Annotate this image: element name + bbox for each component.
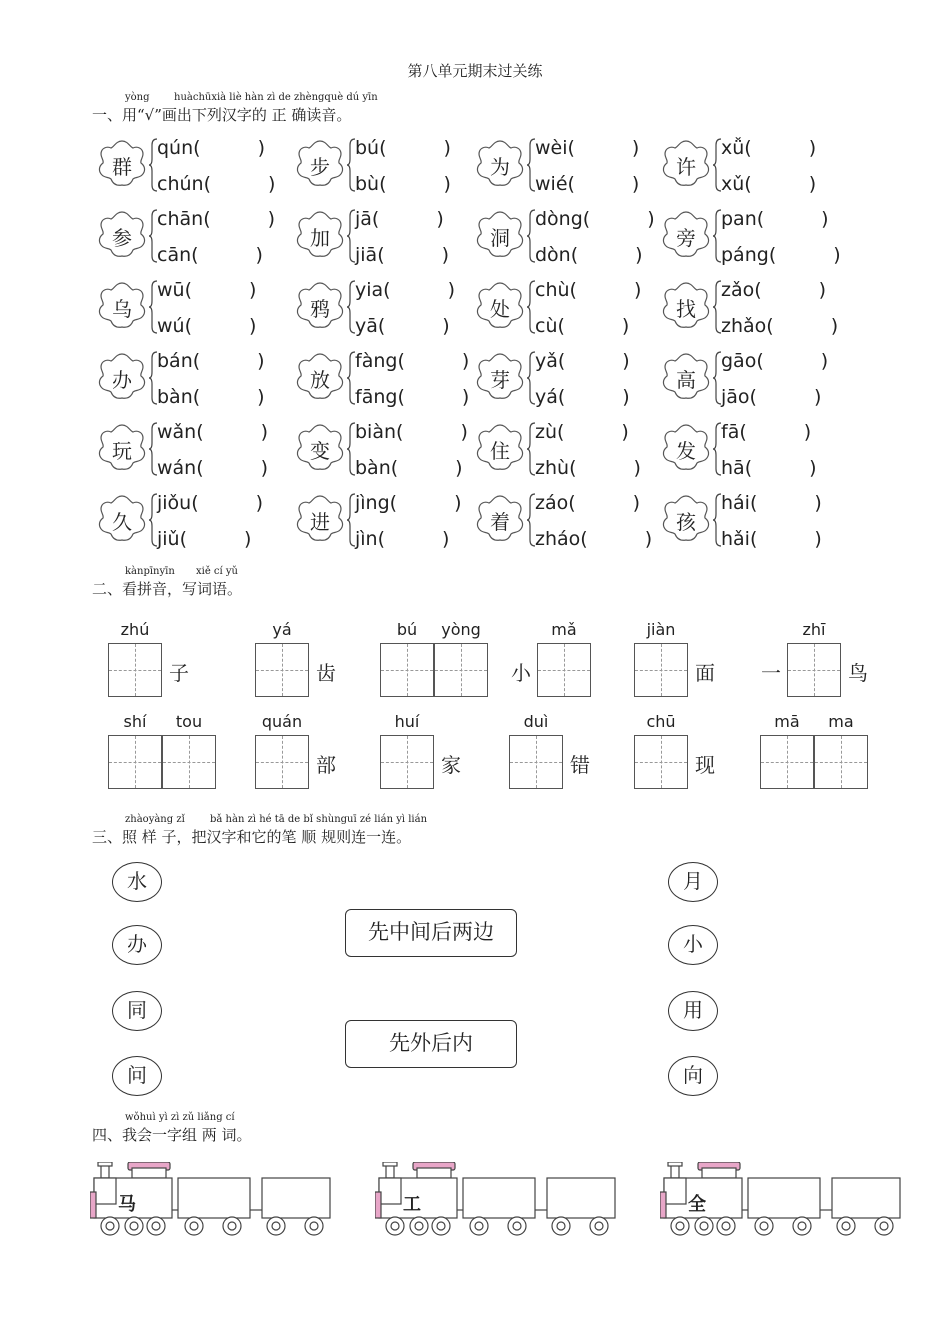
pinyin-text: bù bbox=[355, 173, 380, 195]
pinyin-option-a[interactable] bbox=[157, 350, 265, 372]
answer-parentheses[interactable]: ( ) bbox=[557, 421, 629, 443]
char-item bbox=[659, 346, 844, 408]
writing-grid[interactable] bbox=[634, 643, 688, 697]
grid-pinyin: yòng bbox=[441, 620, 481, 639]
flower-icon bbox=[95, 422, 149, 472]
pinyin-text: jā bbox=[355, 208, 372, 230]
char-item bbox=[95, 488, 280, 550]
answer-parentheses[interactable]: ( ) bbox=[192, 386, 265, 408]
pinyin-option-a[interactable] bbox=[535, 421, 629, 443]
pinyin-text: jāo bbox=[721, 386, 750, 408]
item-character: 乌 bbox=[112, 297, 132, 321]
flower-icon bbox=[659, 138, 713, 188]
pinyin-option-a[interactable] bbox=[721, 137, 816, 159]
writing-grid[interactable] bbox=[509, 735, 563, 789]
pinyin-text: jiǔ bbox=[157, 528, 180, 550]
word-suffix: 齿 bbox=[316, 661, 336, 685]
writing-grid[interactable] bbox=[255, 735, 309, 789]
grid-pinyin: mǎ bbox=[551, 620, 577, 639]
char-item bbox=[473, 417, 658, 479]
pinyin-text: yā bbox=[355, 315, 378, 337]
answer-parentheses[interactable]: ( ) bbox=[557, 386, 630, 408]
answer-parentheses[interactable]: ( ) bbox=[377, 315, 450, 337]
flower-icon bbox=[659, 351, 713, 401]
char-item bbox=[95, 204, 280, 266]
pinyin-text: wú bbox=[157, 315, 185, 337]
char-item bbox=[659, 417, 844, 479]
writing-grid[interactable] bbox=[787, 643, 841, 697]
flower-icon bbox=[659, 493, 713, 543]
answer-parentheses[interactable]: ( ) bbox=[377, 528, 450, 550]
answer-parentheses[interactable]: ( ) bbox=[567, 173, 640, 195]
item-character: 玩 bbox=[112, 439, 132, 463]
pinyin-text: chù bbox=[535, 279, 570, 301]
answer-parentheses[interactable]: ( ) bbox=[397, 386, 470, 408]
item-character: 芽 bbox=[490, 368, 510, 392]
answer-parentheses[interactable]: ( ) bbox=[768, 244, 841, 266]
pinyin-option-a[interactable] bbox=[721, 208, 829, 230]
answer-parentheses[interactable]: ( ) bbox=[557, 315, 630, 337]
answer-parentheses[interactable]: ( ) bbox=[191, 244, 263, 266]
grid-pinyin: huí bbox=[394, 712, 420, 731]
pinyin-option-a[interactable] bbox=[157, 421, 268, 443]
pinyin-text: wié bbox=[535, 173, 568, 195]
pinyin-option-a[interactable] bbox=[355, 279, 455, 301]
flower-icon bbox=[293, 422, 347, 472]
char-item bbox=[95, 346, 280, 408]
item-character: 住 bbox=[490, 439, 510, 463]
pinyin-option-a[interactable] bbox=[535, 208, 655, 230]
char-item bbox=[95, 417, 280, 479]
answer-parentheses[interactable]: ( ) bbox=[184, 279, 257, 301]
section-4-pinyin: wǒhuì yì zì zǔ liǎng cí bbox=[125, 1112, 235, 1123]
item-character: 洞 bbox=[490, 226, 510, 250]
grid-pinyin: zhī bbox=[802, 620, 826, 639]
grid-pinyin: jiàn bbox=[646, 620, 676, 639]
pinyin-option-b[interactable] bbox=[535, 173, 639, 195]
section-3-heading bbox=[92, 814, 542, 846]
pinyin-option-b[interactable] bbox=[355, 457, 463, 479]
answer-parentheses[interactable]: ( ) bbox=[756, 208, 829, 230]
pinyin-option-b[interactable] bbox=[355, 528, 449, 550]
grid-pinyin: tou bbox=[175, 712, 203, 731]
answer-parentheses[interactable]: ( ) bbox=[203, 208, 276, 230]
word-prefix: 小 bbox=[511, 661, 531, 685]
char-item bbox=[293, 417, 478, 479]
left-character-circle[interactable]: 水 bbox=[112, 862, 162, 902]
answer-parentheses[interactable]: ( ) bbox=[749, 386, 822, 408]
answer-parentheses[interactable]: ( ) bbox=[377, 244, 450, 266]
pinyin-text: zhù bbox=[535, 457, 570, 479]
char-item bbox=[473, 275, 658, 337]
char-item bbox=[473, 204, 658, 266]
flower-icon bbox=[473, 422, 527, 472]
answer-parentheses[interactable]: ( ) bbox=[749, 492, 822, 514]
pinyin-option-a[interactable] bbox=[535, 350, 630, 372]
pinyin-option-a[interactable] bbox=[355, 137, 451, 159]
pinyin-option-b[interactable] bbox=[157, 173, 275, 195]
pinyin-option-a[interactable] bbox=[355, 208, 444, 230]
train-character: 工 bbox=[403, 1194, 421, 1215]
grid-pinyin: shí bbox=[123, 712, 147, 731]
pinyin-text: hái bbox=[721, 492, 750, 514]
char-item bbox=[473, 133, 658, 195]
flower-icon bbox=[659, 280, 713, 330]
grid-pinyin: chū bbox=[646, 712, 676, 731]
char-item bbox=[293, 346, 478, 408]
flower-icon bbox=[95, 351, 149, 401]
pinyin-option-b[interactable] bbox=[355, 173, 451, 195]
pinyin-text: bàn bbox=[157, 386, 193, 408]
char-item bbox=[95, 275, 280, 337]
item-character: 为 bbox=[490, 155, 510, 179]
writing-grid[interactable] bbox=[537, 643, 591, 697]
answer-parentheses[interactable]: ( ) bbox=[570, 244, 643, 266]
pinyin-text: wū bbox=[157, 279, 185, 301]
pinyin-option-b[interactable] bbox=[721, 244, 841, 266]
section-3-pinyin-b: bǎ hàn zì hé tā de bǐ shùnguī zé lián yì lián bbox=[210, 814, 428, 825]
pinyin-option-b[interactable] bbox=[355, 244, 449, 266]
item-character: 群 bbox=[112, 155, 132, 179]
pinyin-text: zù bbox=[535, 421, 558, 443]
pinyin-option-b[interactable] bbox=[535, 528, 652, 550]
item-character: 高 bbox=[676, 368, 696, 392]
pinyin-text: záo bbox=[535, 492, 569, 514]
item-character: 进 bbox=[310, 510, 330, 534]
answer-parentheses[interactable]: ( ) bbox=[568, 492, 641, 514]
flower-icon bbox=[95, 280, 149, 330]
flower-icon bbox=[293, 138, 347, 188]
left-character-circle[interactable]: 同 bbox=[112, 991, 162, 1031]
grid-pinyin: bú bbox=[396, 620, 418, 639]
right-character-circle[interactable]: 月 bbox=[668, 862, 718, 902]
pinyin-text: jiǒu bbox=[157, 492, 192, 514]
pinyin-option-b[interactable] bbox=[721, 386, 821, 408]
pinyin-option-a[interactable] bbox=[355, 350, 469, 372]
right-character-circle[interactable]: 用 bbox=[668, 991, 718, 1031]
pinyin-option-b[interactable] bbox=[535, 457, 641, 479]
pinyin-option-b[interactable] bbox=[355, 386, 469, 408]
pinyin-option-b[interactable] bbox=[721, 528, 822, 550]
flower-icon bbox=[293, 209, 347, 259]
char-item bbox=[95, 133, 280, 195]
item-character: 找 bbox=[676, 297, 696, 321]
pinyin-option-a[interactable] bbox=[721, 421, 811, 443]
right-character-circle[interactable]: 向 bbox=[668, 1056, 718, 1096]
word-suffix: 现 bbox=[695, 753, 715, 777]
pinyin-text: gāo bbox=[721, 350, 757, 372]
flower-icon bbox=[95, 209, 149, 259]
writing-grid[interactable] bbox=[814, 735, 868, 789]
grid-pinyin: yá bbox=[272, 620, 292, 639]
pinyin-text: dòn bbox=[535, 244, 571, 266]
pinyin-text: fā bbox=[721, 421, 740, 443]
pinyin-option-b[interactable] bbox=[535, 386, 630, 408]
word-suffix: 子 bbox=[169, 661, 189, 685]
answer-parentheses[interactable]: ( ) bbox=[379, 173, 451, 195]
answer-parentheses[interactable]: ( ) bbox=[582, 208, 655, 230]
word-suffix: 面 bbox=[695, 661, 715, 685]
pinyin-option-a[interactable] bbox=[157, 208, 275, 230]
answer-parentheses[interactable]: ( ) bbox=[580, 528, 653, 550]
answer-parentheses[interactable]: ( ) bbox=[749, 528, 822, 550]
stroke-rule-box[interactable]: 先中间后两边 bbox=[345, 909, 517, 957]
flower-icon bbox=[293, 493, 347, 543]
pinyin-text: wèi bbox=[535, 137, 568, 159]
section-1-heading bbox=[92, 92, 492, 124]
pinyin-text: páng bbox=[721, 244, 769, 266]
char-item bbox=[659, 133, 844, 195]
pinyin-text: chún bbox=[157, 173, 204, 195]
answer-parentheses[interactable]: ( ) bbox=[396, 421, 468, 443]
flower-icon bbox=[473, 138, 527, 188]
section-4-instruction: 四、我会一字组 两 词。 bbox=[92, 1126, 252, 1144]
writing-grid[interactable] bbox=[634, 735, 688, 789]
word-prefix: 一 bbox=[761, 661, 781, 685]
answer-parentheses[interactable]: ( ) bbox=[744, 457, 817, 479]
pinyin-text: cān bbox=[157, 244, 192, 266]
pinyin-option-b[interactable] bbox=[535, 315, 629, 337]
pinyin-option-b[interactable] bbox=[157, 386, 265, 408]
char-item bbox=[293, 204, 478, 266]
left-character-circle[interactable]: 问 bbox=[112, 1056, 162, 1096]
pinyin-text: pan bbox=[721, 208, 757, 230]
item-character: 放 bbox=[310, 368, 330, 392]
pinyin-text: jìn bbox=[355, 528, 378, 550]
flower-icon bbox=[293, 351, 347, 401]
item-character: 着 bbox=[490, 510, 510, 534]
section-1-pinyin-b: huàchūxià liè hàn zì de zhèngquè dú yīn bbox=[174, 92, 378, 103]
pinyin-text: jìng bbox=[355, 492, 390, 514]
flower-icon bbox=[473, 493, 527, 543]
pinyin-text: wǎn bbox=[157, 421, 197, 443]
flower-icon bbox=[293, 280, 347, 330]
pinyin-text: hǎi bbox=[721, 528, 750, 550]
answer-parentheses[interactable]: ( ) bbox=[379, 137, 451, 159]
section-2-heading bbox=[92, 566, 392, 598]
pinyin-text: yia bbox=[355, 279, 384, 301]
answer-parentheses[interactable]: ( ) bbox=[739, 421, 812, 443]
grid-pinyin: ma bbox=[828, 712, 854, 731]
train-icon bbox=[90, 1162, 335, 1242]
pinyin-text: yá bbox=[535, 386, 558, 408]
answer-parentheses[interactable]: ( ) bbox=[179, 528, 252, 550]
answer-parentheses[interactable]: ( ) bbox=[196, 457, 269, 479]
answer-parentheses[interactable]: ( ) bbox=[389, 492, 462, 514]
word-suffix: 错 bbox=[570, 753, 590, 777]
char-item bbox=[473, 488, 658, 550]
flower-icon bbox=[473, 209, 527, 259]
item-character: 变 bbox=[310, 439, 330, 463]
item-character: 许 bbox=[676, 155, 696, 179]
pinyin-option-a[interactable] bbox=[157, 492, 263, 514]
answer-parentheses[interactable]: ( ) bbox=[569, 279, 642, 301]
pinyin-text: hā bbox=[721, 457, 745, 479]
pinyin-text: chān bbox=[157, 208, 204, 230]
writing-grid[interactable] bbox=[108, 643, 162, 697]
char-item bbox=[293, 488, 478, 550]
char-item bbox=[659, 204, 844, 266]
flower-icon bbox=[95, 138, 149, 188]
writing-grid[interactable] bbox=[434, 643, 488, 697]
writing-grid[interactable] bbox=[760, 735, 814, 789]
writing-grid[interactable] bbox=[380, 735, 434, 789]
pinyin-text: bú bbox=[355, 137, 380, 159]
answer-parentheses[interactable]: ( ) bbox=[567, 137, 640, 159]
pinyin-text: bàn bbox=[355, 457, 391, 479]
train-icon bbox=[375, 1162, 620, 1242]
item-character: 发 bbox=[676, 439, 696, 463]
section-3-instruction: 三、照 样 子，把汉字和它的笔 顺 规则连一连。 bbox=[92, 828, 412, 846]
item-character: 加 bbox=[310, 226, 330, 250]
grid-pinyin: quán bbox=[261, 712, 303, 731]
section-2-instruction: 二、看拼音，写词语。 bbox=[92, 580, 243, 598]
flower-icon bbox=[473, 280, 527, 330]
answer-parentheses[interactable]: ( ) bbox=[192, 350, 265, 372]
pinyin-text: zǎo bbox=[721, 279, 755, 301]
pinyin-option-b[interactable] bbox=[721, 457, 817, 479]
writing-grid[interactable] bbox=[162, 735, 216, 789]
pinyin-option-a[interactable] bbox=[721, 492, 822, 514]
char-item bbox=[659, 275, 844, 337]
section-3-pinyin-a: zhàoyàng zǐ bbox=[125, 814, 185, 825]
answer-parentheses[interactable]: ( ) bbox=[756, 350, 829, 372]
word-suffix: 部 bbox=[316, 753, 336, 777]
pinyin-text: qún bbox=[157, 137, 194, 159]
answer-parentheses[interactable]: ( ) bbox=[371, 208, 444, 230]
pinyin-option-a[interactable] bbox=[535, 137, 639, 159]
pinyin-text: cù bbox=[535, 315, 558, 337]
flower-icon bbox=[659, 209, 713, 259]
pinyin-option-a[interactable] bbox=[157, 279, 256, 301]
section-1-instruction: 一、用“√”画出下列汉字的 正 确读音。 bbox=[92, 106, 352, 124]
flower-icon bbox=[95, 493, 149, 543]
pinyin-text: xǔ bbox=[721, 173, 745, 195]
grid-pinyin: mā bbox=[774, 712, 800, 731]
answer-parentheses[interactable]: ( ) bbox=[184, 315, 257, 337]
pinyin-option-a[interactable] bbox=[721, 279, 826, 301]
page-title: 第八单元期末过关练 bbox=[407, 62, 543, 80]
pinyin-option-b[interactable] bbox=[157, 457, 268, 479]
train-character: 马 bbox=[118, 1194, 136, 1215]
item-character: 处 bbox=[490, 297, 510, 321]
pinyin-option-b[interactable] bbox=[157, 244, 263, 266]
answer-parentheses[interactable]: ( ) bbox=[397, 350, 470, 372]
pinyin-option-a[interactable] bbox=[721, 350, 828, 372]
item-character: 旁 bbox=[676, 226, 696, 250]
right-character-circle[interactable]: 小 bbox=[668, 925, 718, 965]
left-character-circle[interactable]: 办 bbox=[112, 925, 162, 965]
item-character: 参 bbox=[112, 226, 132, 250]
answer-parentheses[interactable]: ( ) bbox=[754, 279, 827, 301]
pinyin-text: jiā bbox=[355, 244, 378, 266]
writing-grid[interactable] bbox=[255, 643, 309, 697]
writing-grid[interactable] bbox=[108, 735, 162, 789]
char-item bbox=[293, 133, 478, 195]
answer-parentheses[interactable]: ( ) bbox=[203, 173, 276, 195]
answer-parentheses[interactable]: ( ) bbox=[193, 137, 265, 159]
flower-icon bbox=[473, 351, 527, 401]
pinyin-option-a[interactable] bbox=[157, 137, 265, 159]
item-character: 步 bbox=[310, 155, 330, 179]
word-suffix: 鸟 bbox=[848, 661, 868, 685]
char-item bbox=[293, 275, 478, 337]
char-item bbox=[659, 488, 844, 550]
item-character: 办 bbox=[112, 368, 132, 392]
train-icon bbox=[660, 1162, 905, 1242]
answer-parentheses[interactable]: ( ) bbox=[191, 492, 264, 514]
pinyin-text: wán bbox=[157, 457, 197, 479]
pinyin-option-a[interactable] bbox=[355, 421, 468, 443]
pinyin-text: bán bbox=[157, 350, 193, 372]
pinyin-text: xǚ bbox=[721, 137, 745, 159]
section-1-pinyin-a: yòng bbox=[125, 92, 150, 103]
item-character: 鸦 bbox=[310, 297, 330, 321]
writing-grid[interactable] bbox=[380, 643, 434, 697]
item-character: 久 bbox=[112, 510, 132, 534]
pinyin-text: zhǎo bbox=[721, 315, 767, 337]
answer-parentheses[interactable]: ( ) bbox=[766, 315, 839, 337]
stroke-rule-box[interactable]: 先外后内 bbox=[345, 1020, 517, 1068]
answer-parentheses[interactable]: ( ) bbox=[390, 457, 463, 479]
pinyin-text: fāng bbox=[355, 386, 398, 408]
answer-parentheses[interactable]: ( ) bbox=[569, 457, 641, 479]
answer-parentheses[interactable]: ( ) bbox=[383, 279, 455, 301]
pinyin-option-b[interactable] bbox=[157, 315, 256, 337]
char-item bbox=[473, 346, 658, 408]
pinyin-option-a[interactable] bbox=[535, 279, 641, 301]
pinyin-option-b[interactable] bbox=[721, 173, 816, 195]
pinyin-option-b[interactable] bbox=[721, 315, 838, 337]
pinyin-text: dòng bbox=[535, 208, 583, 230]
word-suffix: 家 bbox=[441, 753, 461, 777]
item-character: 孩 bbox=[676, 510, 696, 534]
pinyin-option-b[interactable] bbox=[535, 244, 643, 266]
answer-parentheses[interactable]: ( ) bbox=[744, 137, 817, 159]
pinyin-option-a[interactable] bbox=[355, 492, 462, 514]
section-4-heading bbox=[92, 1112, 392, 1144]
pinyin-text: fàng bbox=[355, 350, 398, 372]
answer-parentheses[interactable]: ( ) bbox=[557, 350, 630, 372]
pinyin-option-b[interactable] bbox=[157, 528, 251, 550]
answer-parentheses[interactable]: ( ) bbox=[196, 421, 269, 443]
section-2-pinyin-b: xiě cí yǔ bbox=[196, 566, 239, 577]
train-character: 全 bbox=[688, 1194, 706, 1215]
grid-pinyin: duì bbox=[523, 712, 549, 731]
pinyin-text: yǎ bbox=[535, 350, 558, 372]
section-2-pinyin-a: kànpīnyīn bbox=[125, 566, 175, 577]
flower-icon bbox=[659, 422, 713, 472]
pinyin-text: biàn bbox=[355, 421, 397, 443]
answer-parentheses[interactable]: ( ) bbox=[744, 173, 817, 195]
pinyin-option-a[interactable] bbox=[535, 492, 640, 514]
pinyin-text: zháo bbox=[535, 528, 581, 550]
pinyin-option-b[interactable] bbox=[355, 315, 450, 337]
grid-pinyin: zhú bbox=[120, 620, 150, 639]
